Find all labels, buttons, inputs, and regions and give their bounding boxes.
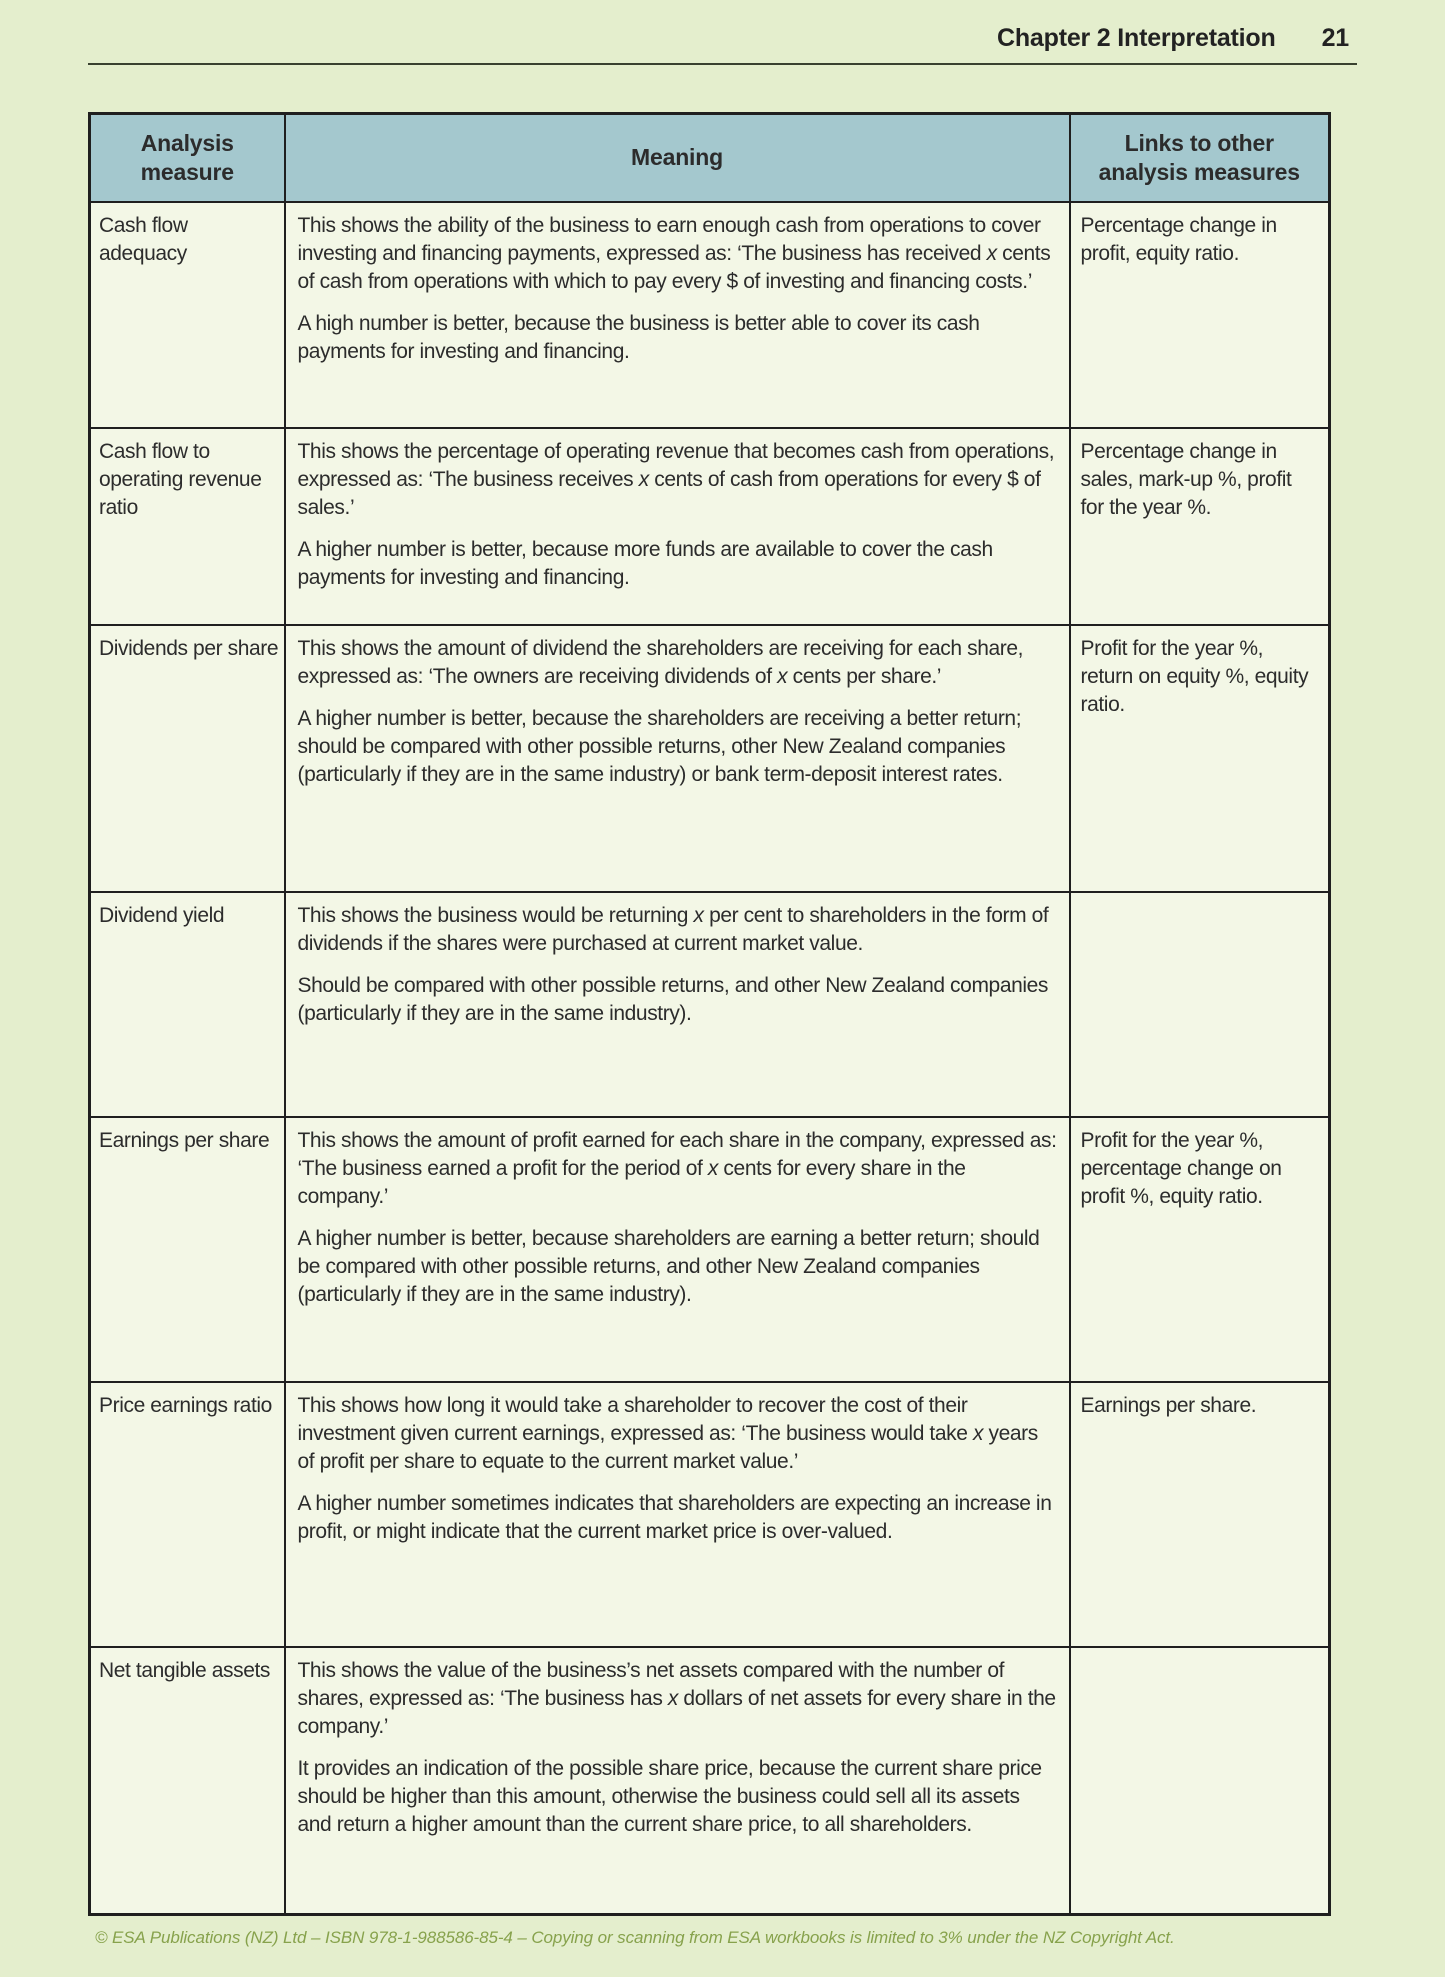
meaning-paragraph: This shows the amount of profit earned for each share in the company, expressed as: ‘The business earned a profit for the period of x cents for every share in the company.’ xyxy=(297,1128,1057,1208)
running-head xyxy=(88,24,1357,65)
meaning-paragraph: A higher number is better, because shareholders are earning a better return; should be compared with other possible returns, and other New Zealand companies (particularly if they are in the same industry). xyxy=(297,1226,1040,1307)
links-cell xyxy=(1070,1647,1330,1915)
chapter-title: Chapter 2 Interpretation xyxy=(997,24,1276,52)
links-cell xyxy=(1070,892,1330,1117)
analysis-measures-table xyxy=(88,112,1331,1916)
links-cell: Profit for the year %, return on equity %, equity ratio. xyxy=(1070,625,1330,892)
links-cell: Percentage change in profit, equity ratio. xyxy=(1070,202,1330,428)
col-header-analysis-measure: Analysis measure xyxy=(90,114,285,202)
analysis-measure-cell: Dividends per share xyxy=(90,625,285,892)
links-cell: Percentage change in sales, mark-up %, profit for the year %. xyxy=(1070,428,1330,625)
analysis-measure-cell: Net tangible assets xyxy=(90,1647,285,1915)
table-row xyxy=(90,625,1330,892)
copyright-text: © ESA Publications (NZ) Ltd – ISBN 978-1-988586-85-4 – Copying or scanning from ESA workbooks is limited to 3% under the NZ Copyright Act. xyxy=(95,1928,1175,1947)
analysis-measure-cell: Price earnings ratio xyxy=(90,1382,285,1647)
meaning-cell xyxy=(285,1117,1070,1382)
meaning-cell xyxy=(285,202,1070,428)
table-row xyxy=(90,1647,1330,1915)
table-header xyxy=(90,114,1330,202)
analysis-measure-cell: Earnings per share xyxy=(90,1117,285,1382)
table-row xyxy=(90,1117,1330,1382)
chapter-heading xyxy=(88,24,1357,53)
meaning-paragraph: This shows the amount of dividend the shareholders are receiving for each share, expressed as: ‘The owners are receiving dividends of x cents per share.’ xyxy=(297,636,1024,688)
links-cell: Profit for the year %, percentage change on profit %, equity ratio. xyxy=(1070,1117,1330,1382)
meaning-cell xyxy=(285,1382,1070,1647)
meaning-paragraph: This shows the value of the business’s net assets compared with the number of shares, expressed as: ‘The business has x dollars of net assets for every share in the company.’ xyxy=(297,1658,1056,1738)
table-row xyxy=(90,428,1330,625)
meaning-paragraph: A higher number sometimes indicates that shareholders are expecting an increase in profit, or might indicate that the current market price is over-valued. xyxy=(297,1491,1052,1543)
table-body xyxy=(90,202,1330,1915)
col-header-links: Links to other analysis measures xyxy=(1070,114,1330,202)
meaning-paragraph: A higher number is better, because the shareholders are receiving a better return; should be compared with other possible returns, other New Zealand companies (particularly if they are in the same industry) or bank term-deposit interest rates. xyxy=(297,706,1022,786)
meaning-paragraph: This shows the business would be returning x per cent to shareholders in the form of dividends if the shares were purchased at current market value. xyxy=(297,903,1049,955)
page-number: 21 xyxy=(1321,24,1349,52)
meaning-cell xyxy=(285,1647,1070,1915)
meaning-paragraph: It provides an indication of the possible share price, because the current share price should be higher than this amount, otherwise the business could sell all its assets and return a higher amount than the current share price, to all shareholders. xyxy=(297,1756,1042,1837)
header-rule xyxy=(88,63,1357,65)
meaning-paragraph: This shows how long it would take a shareholder to recover the cost of their investment given current earnings, expressed as: ‘The business would take x years of profit per share to equate to the current market value.’ xyxy=(297,1393,1038,1473)
meaning-paragraph: A higher number is better, because more funds are available to cover the cash payments for investing and financing. xyxy=(297,537,993,589)
meaning-cell xyxy=(285,625,1070,892)
copyright-footer xyxy=(95,1928,1375,1948)
meaning-paragraph: A high number is better, because the business is better able to cover its cash payments for investing and financing. xyxy=(297,311,980,363)
table-row xyxy=(90,892,1330,1117)
meaning-cell xyxy=(285,428,1070,625)
analysis-measure-cell: Cash flow to operating revenue ratio xyxy=(90,428,285,625)
meaning-cell xyxy=(285,892,1070,1117)
links-cell: Earnings per share. xyxy=(1070,1382,1330,1647)
meaning-paragraph: Should be compared with other possible returns, and other New Zealand companies (particularly if they are in the same industry). xyxy=(297,973,1049,1025)
meaning-paragraph: This shows the ability of the business to earn enough cash from operations to cover investing and financing payments, expressed as: ‘The business has received x cents of cash from operations with which to pay every $ of investing and financing costs.’ xyxy=(297,213,1051,293)
analysis-measure-cell: Dividend yield xyxy=(90,892,285,1117)
analysis-measure-cell: Cash flow adequacy xyxy=(90,202,285,428)
col-header-meaning: Meaning xyxy=(285,114,1070,202)
header-row xyxy=(90,114,1330,202)
table-row xyxy=(90,1382,1330,1647)
table-row xyxy=(90,202,1330,428)
meaning-paragraph: This shows the percentage of operating revenue that becomes cash from operations, expressed as: ‘The business receives x cents of cash from operations for every $ of sales.’ xyxy=(297,439,1055,519)
